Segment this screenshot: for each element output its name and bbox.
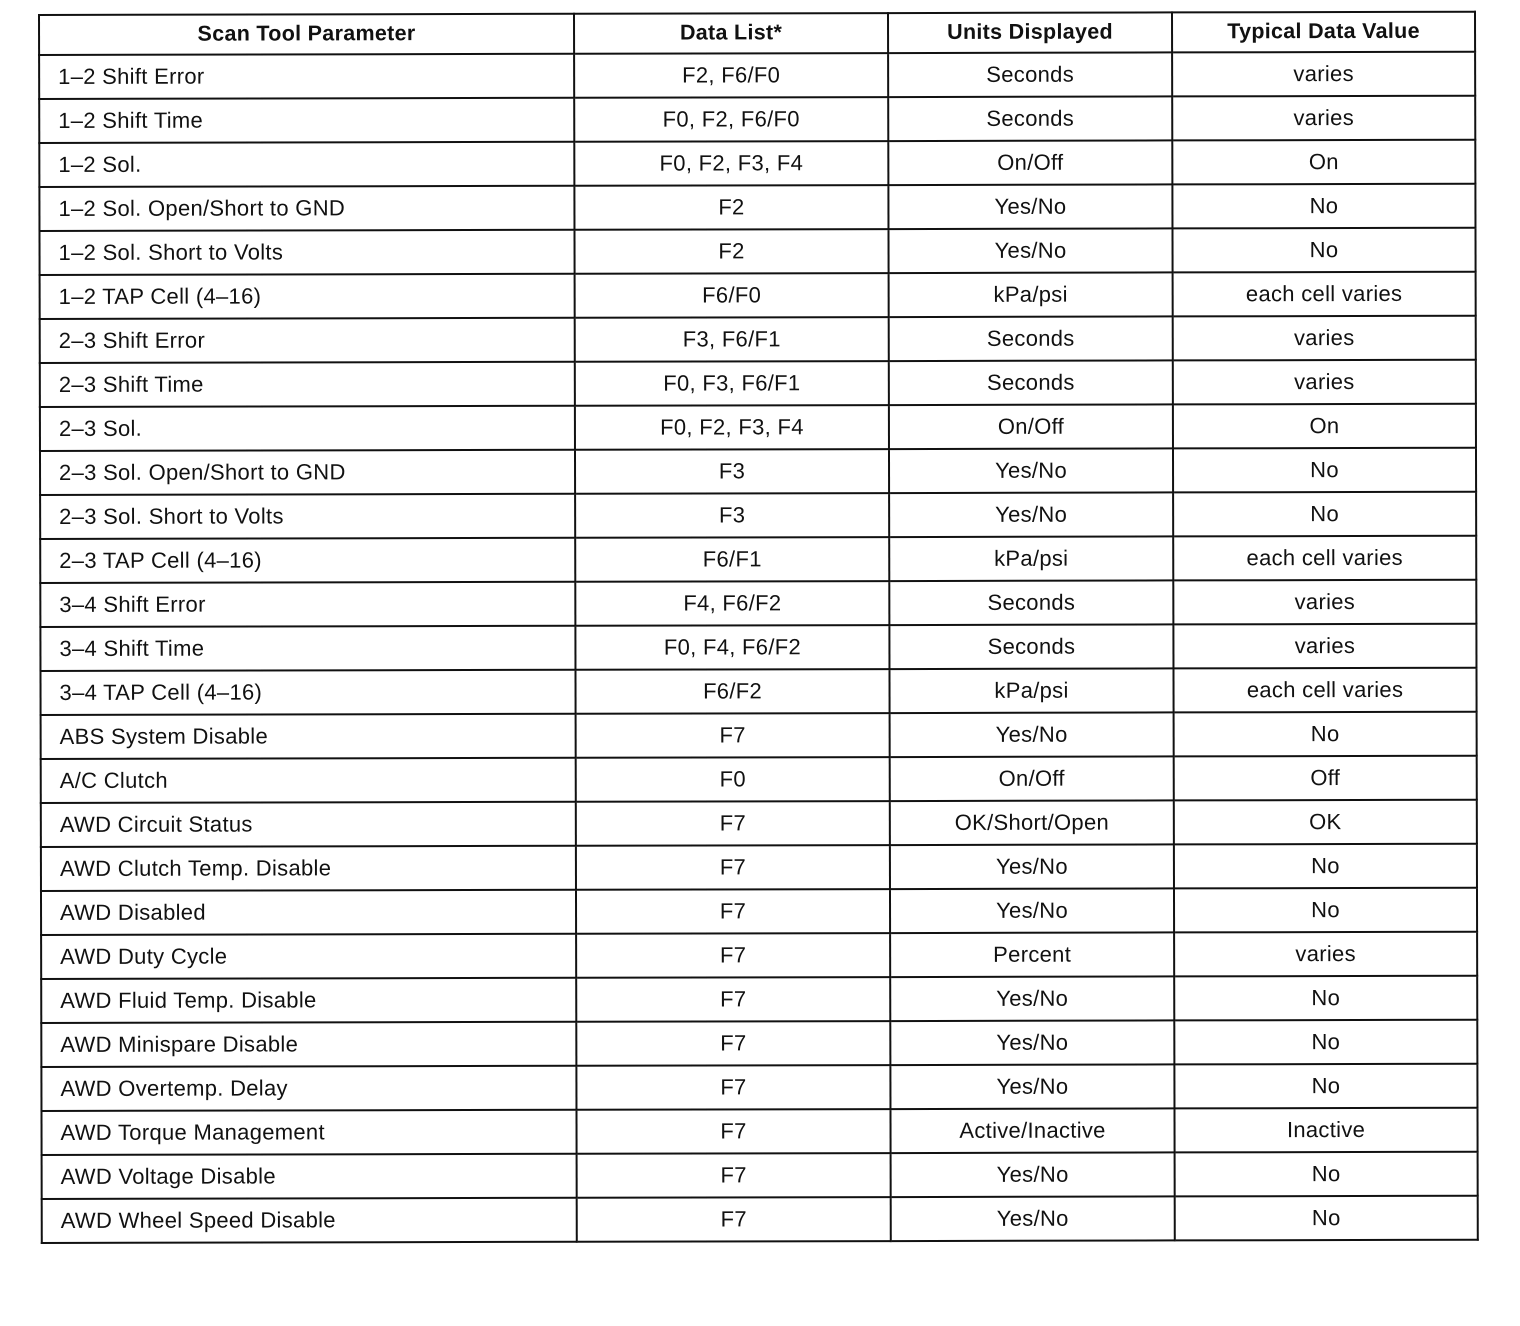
table-row [39,140,1475,187]
cell-data-list: F7 [576,713,890,758]
cell-typical-value: No [1174,1020,1477,1065]
cell-units: Yes/No [888,184,1172,229]
cell-typical-value: No [1175,1196,1478,1241]
cell-units: Seconds [888,52,1172,97]
cell-typical-value: each cell varies [1173,668,1476,713]
table-row [40,492,1476,539]
cell-units: Yes/No [891,1196,1175,1241]
table-row [41,932,1477,979]
cell-units: Seconds [889,580,1173,625]
header-typical-data-value: Typical Data Value [1172,12,1475,53]
cell-typical-value: varies [1172,96,1475,141]
cell-parameter: 3–4 Shift Time [40,626,575,671]
cell-data-list: F6/F1 [575,537,889,582]
cell-parameter: AWD Torque Management [41,1110,576,1155]
cell-parameter: 3–4 TAP Cell (4–16) [40,670,575,715]
cell-data-list: F7 [576,845,890,890]
cell-units: OK/Short/Open [890,800,1174,845]
table-row [39,184,1475,231]
cell-units: kPa/psi [889,668,1173,713]
cell-parameter: 1–2 Shift Time [39,98,574,143]
cell-typical-value: each cell varies [1173,272,1476,317]
table-row [41,756,1477,803]
scan-tool-parameter-table [38,11,1479,1244]
cell-parameter: AWD Minispare Disable [41,1022,576,1067]
cell-parameter: 2–3 TAP Cell (4–16) [40,538,575,583]
cell-parameter: AWD Overtemp. Delay [41,1066,576,1111]
cell-data-list: F0, F2, F6/F0 [574,97,888,142]
cell-units: Seconds [889,316,1173,361]
table-row [40,624,1476,671]
cell-units: kPa/psi [889,536,1173,581]
cell-units: kPa/psi [889,272,1173,317]
cell-data-list: F2 [574,185,888,230]
cell-typical-value: No [1174,888,1477,933]
cell-units: Yes/No [890,844,1174,889]
cell-data-list: F7 [577,1153,891,1198]
cell-data-list: F0, F2, F3, F4 [574,141,888,186]
cell-typical-value: varies [1172,52,1475,97]
header-data-list: Data List* [574,13,888,54]
table-row [42,1196,1478,1243]
cell-typical-value: varies [1173,360,1476,405]
cell-typical-value: varies [1174,932,1477,977]
cell-units: Yes/No [889,448,1173,493]
header-units-displayed: Units Displayed [888,12,1172,53]
cell-typical-value: No [1175,1152,1478,1197]
cell-parameter: 2–3 Shift Error [40,318,575,363]
cell-typical-value: No [1174,712,1477,757]
cell-typical-value: On [1173,404,1476,449]
cell-units: Yes/No [891,1152,1175,1197]
table-row [40,580,1476,627]
cell-typical-value: No [1174,1064,1477,1109]
cell-parameter: ABS System Disable [41,714,576,759]
cell-parameter: AWD Disabled [41,890,576,935]
cell-typical-value: varies [1173,624,1476,669]
cell-parameter: 2–3 Sol. Short to Volts [40,494,575,539]
cell-typical-value: No [1173,492,1476,537]
cell-data-list: F7 [576,1021,890,1066]
cell-data-list: F7 [576,1065,890,1110]
cell-data-list: F3 [575,493,889,538]
cell-typical-value: No [1172,184,1475,229]
cell-data-list: F2, F6/F0 [574,53,888,98]
table-row [41,800,1477,847]
cell-parameter: AWD Wheel Speed Disable [42,1198,577,1243]
table-row [42,1152,1478,1199]
cell-data-list: F6/F0 [575,273,889,318]
cell-units: Yes/No [890,712,1174,757]
table-row [40,536,1476,583]
table-row [39,52,1475,99]
cell-parameter: AWD Duty Cycle [41,934,576,979]
cell-data-list: F0, F4, F6/F2 [575,625,889,670]
cell-parameter: AWD Voltage Disable [42,1154,577,1199]
cell-typical-value: OK [1174,800,1477,845]
cell-parameter: 3–4 Shift Error [40,582,575,627]
cell-parameter: 2–3 Sol. [40,406,575,451]
cell-units: Percent [890,932,1174,977]
cell-units: Yes/No [888,228,1172,273]
cell-typical-value: No [1173,448,1476,493]
cell-units: Yes/No [889,492,1173,537]
cell-parameter: AWD Fluid Temp. Disable [41,978,576,1023]
cell-units: Seconds [888,96,1172,141]
header-scan-tool-parameter: Scan Tool Parameter [39,14,574,55]
cell-typical-value: No [1174,976,1477,1021]
cell-data-list: F7 [577,1197,891,1242]
table-row [40,448,1476,495]
cell-data-list: F7 [576,889,890,934]
table-row [39,96,1475,143]
table-row [41,1020,1477,1067]
cell-units: Yes/No [890,1064,1174,1109]
cell-data-list: F6/F2 [575,669,889,714]
cell-data-list: F7 [576,933,890,978]
cell-units: Seconds [889,624,1173,669]
table-row [41,712,1477,759]
cell-data-list: F2 [574,229,888,274]
cell-parameter: AWD Clutch Temp. Disable [41,846,576,891]
cell-typical-value: varies [1173,316,1476,361]
cell-typical-value: No [1172,228,1475,273]
cell-data-list: F7 [576,801,890,846]
table-row [40,316,1476,363]
cell-parameter: 1–2 Shift Error [39,54,574,99]
cell-units: On/Off [890,756,1174,801]
cell-typical-value: On [1172,140,1475,185]
cell-parameter: A/C Clutch [41,758,576,803]
cell-parameter: 1–2 Sol. [39,142,574,187]
cell-parameter: 1–2 Sol. Open/Short to GND [39,186,574,231]
cell-data-list: F3, F6/F1 [575,317,889,362]
cell-typical-value: Off [1174,756,1477,801]
table-row [40,272,1476,319]
cell-data-list: F0, F3, F6/F1 [575,361,889,406]
cell-typical-value: No [1174,844,1477,889]
cell-data-list: F4, F6/F2 [575,581,889,626]
table-row [41,1064,1477,1111]
cell-units: On/Off [889,404,1173,449]
table-row [40,360,1476,407]
header-row [39,12,1475,55]
cell-data-list: F7 [576,1109,890,1154]
table-row [41,1108,1477,1155]
cell-units: Yes/No [890,888,1174,933]
cell-units: Yes/No [890,1020,1174,1065]
cell-units: Active/Inactive [890,1108,1174,1153]
cell-parameter: AWD Circuit Status [41,802,576,847]
cell-data-list: F7 [576,977,890,1022]
cell-typical-value: Inactive [1174,1108,1477,1153]
table-row [40,404,1476,451]
table-body [39,52,1478,1243]
table-row [40,668,1476,715]
cell-parameter: 2–3 Shift Time [40,362,575,407]
cell-parameter: 1–2 Sol. Short to Volts [39,230,574,275]
table-row [41,976,1477,1023]
cell-data-list: F3 [575,449,889,494]
cell-data-list: F0 [576,757,890,802]
cell-parameter: 1–2 TAP Cell (4–16) [40,274,575,319]
cell-parameter: 2–3 Sol. Open/Short to GND [40,450,575,495]
table-row [41,844,1477,891]
table-row [41,888,1477,935]
cell-data-list: F0, F2, F3, F4 [575,405,889,450]
cell-units: On/Off [888,140,1172,185]
cell-units: Yes/No [890,976,1174,1021]
cell-units: Seconds [889,360,1173,405]
cell-typical-value: varies [1173,580,1476,625]
table-row [39,228,1475,275]
document-page [38,11,1477,1244]
cell-typical-value: each cell varies [1173,536,1476,581]
